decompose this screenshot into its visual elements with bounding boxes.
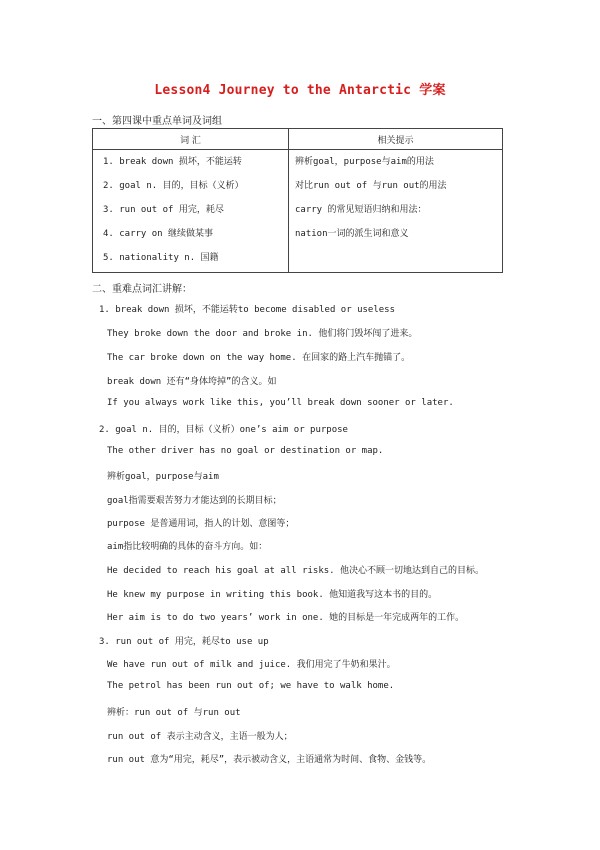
- note-line: run out of 表示主动含义，主语一般为人；: [107, 732, 293, 742]
- note-line: purpose 是普通用词，指人的计划、意图等；: [107, 519, 295, 529]
- note-line: run out 意为“用完，耗尽”，表示被动含义，主语通常为时间、食物、金钱等。: [107, 755, 432, 765]
- item-heading-goal: 2. goal n. 目的，目标（义析）one’s aim or purpose: [99, 425, 348, 435]
- vocab-cell: [93, 150, 289, 273]
- note-line: 辨析goal，purpose与aim: [107, 472, 219, 482]
- item-heading-break-down: 1. break down 损坏，不能运转to become disabled or useless: [99, 305, 395, 315]
- example-line: He decided to reach his goal at all risks. 他决心不顾一切地达到自己的目标。: [107, 566, 484, 576]
- vocab-item: 5. nationality n. 国籍: [103, 253, 219, 263]
- table-header-row: [93, 129, 503, 150]
- item-heading-run-out-of: 3. run out of 用完，耗尽to use up: [99, 637, 269, 647]
- vocab-item: 4. carry on 继续做某事: [103, 229, 214, 239]
- hint-item: 对比run out of 与run out的用法: [295, 181, 447, 191]
- table-header-hints: 相关提示: [289, 129, 503, 150]
- note-line: break down 还有“身体垮掉”的含义。如: [107, 377, 277, 387]
- hint-item: carry 的常见短语归纳和用法：: [295, 205, 427, 215]
- note-line: goal指需要艰苦努力才能达到的长期目标；: [107, 496, 282, 506]
- hints-cell: [289, 150, 503, 273]
- vocab-item: 1. break down 损坏，不能运转: [103, 157, 242, 167]
- example-line: The car broke down on the way home. 在回家的路上汽车抛锚了。: [107, 353, 411, 363]
- example-line: The other driver has no goal or destination or map.: [107, 446, 384, 456]
- note-line: 辨析：run out of 与run out: [107, 708, 241, 718]
- example-line: He knew my purpose in writing this book. 他知道我写这本书的目的。: [107, 590, 438, 600]
- section-heading-explanation: 二、重难点词汇讲解：: [92, 284, 192, 295]
- example-line: Her aim is to do two years’ work in one. 她的目标是一年完成两年的工作。: [107, 613, 465, 623]
- vocab-item: 2. goal n. 目的，目标（义析）: [103, 181, 244, 191]
- example-line: The petrol has been run out of; we have to walk home.: [107, 681, 395, 691]
- hint-item: 辨析goal，purpose与aim的用法: [295, 157, 434, 167]
- vocab-item: 3. run out of 用完，耗尽: [103, 205, 224, 215]
- vocab-table: [92, 128, 503, 273]
- note-line: aim指比较明确的具体的奋斗方向。如：: [107, 542, 268, 552]
- example-line: They broke down the door and broke in. 他们将门毁坏闯了进来。: [107, 329, 418, 339]
- table-row: [93, 150, 503, 273]
- example-line: If you always work like this, you’ll break down sooner or later.: [107, 398, 454, 408]
- table-header-vocab: 词 汇: [93, 129, 289, 150]
- page-title: Lesson4 Journey to the Antarctic 学案: [154, 83, 446, 98]
- section-heading-vocab: 一、第四课中重点单词及词组: [92, 116, 222, 127]
- hint-item: nation一词的派生词和意义: [295, 229, 409, 239]
- example-line: We have run out of milk and juice. 我们用完了牛奶和果汁。: [107, 660, 396, 670]
